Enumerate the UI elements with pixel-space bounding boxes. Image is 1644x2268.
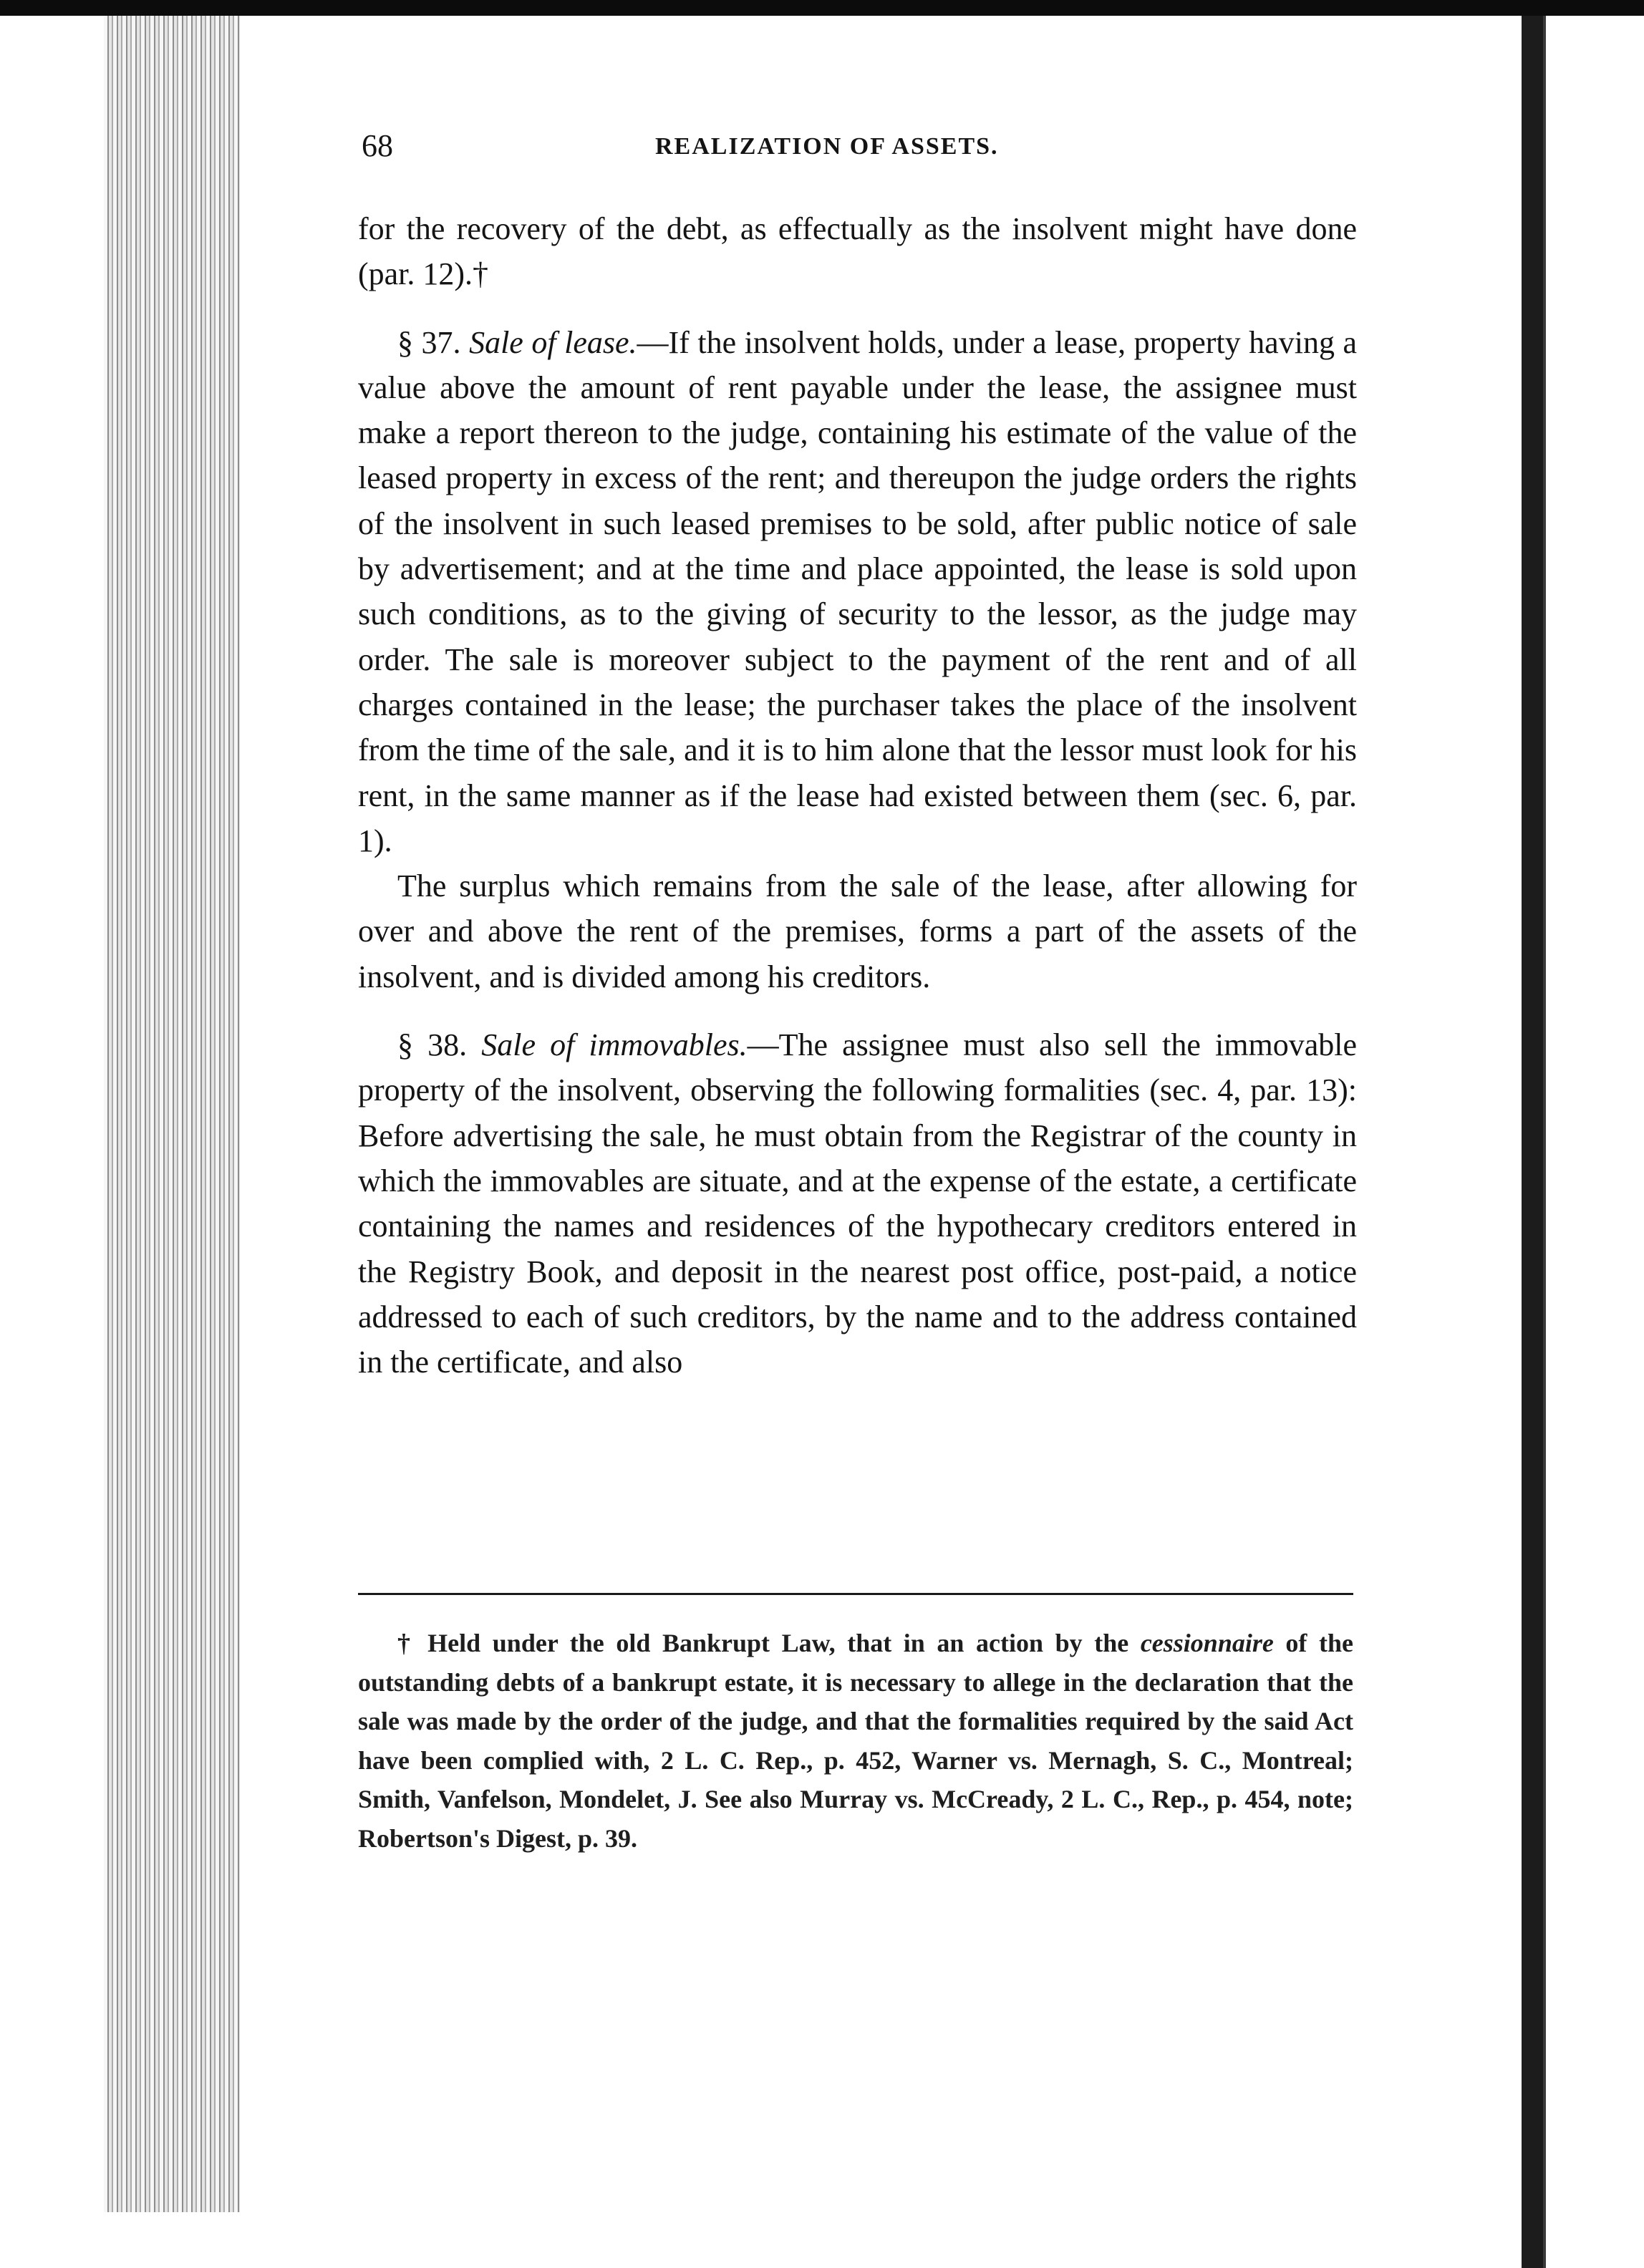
scan-margin-left (0, 0, 106, 2268)
paragraph-surplus: The surplus which remains from the sale of the lease, after allowing for over and above the rent of the premises, forms a part of the assets of the insolvent, and is divided among his creditors. (358, 868, 1357, 994)
section-title: Sale of lease. (469, 324, 637, 360)
footnote-text-part: of the outstanding debts of a bankrupt estate, it is necessary to allege in the declaration that the sale was made by the order of the judge, and that the formalities required by the said Act have been complied with, 2 L. C. Rep., p. 452, Warner vs. Mernagh, S. C., Montreal; Smith, Vanfelson, Mondelet, J. See also Murray vs. McCready, 2 L. C., Rep., p. 454, note; Robertson's Digest, p. 39. (358, 1629, 1353, 1853)
section-text: —If the insolvent holds, under a lease, property having a value above the amount of rent payable under the lease, the assignee must make a report thereon to the judge, containing his estimate of the value of the leased property in excess of the rent; and thereupon the judge orders the rights of the insolvent in such leased premises to be sold, after public notice of sale by advertisement; and at the time and place appointed, the lease is sold upon such conditions, as to the giving of security to the lessor, as the judge may order. The sale is moreover subject to the payment of the rent and of all charges contained in the lease; the purchaser takes the place of the insolvent from the time of the sale, and it is to him alone that the lessor must look for his rent, in the same manner as if the lease had existed between them (sec. 6, par. 1). (358, 324, 1357, 858)
footnote-italic-term: cessionnaire (1140, 1629, 1274, 1657)
page-header (362, 127, 1350, 178)
footnote-text (358, 1624, 1353, 1858)
paragraph-continued: for the recovery of the debt, as effectually as the insolvent might have done (par. 12).† (358, 211, 1357, 292)
scan-margin-bottom (240, 2212, 1522, 2268)
section-title: Sale of immovables. (481, 1027, 748, 1063)
running-head: REALIZATION OF ASSETS. (655, 133, 999, 160)
paragraph-section-38 (358, 1022, 1357, 1385)
footnote (358, 1624, 1353, 1858)
footnote-divider (358, 1593, 1353, 1595)
book-page-edges (104, 0, 243, 2212)
gutter-shadow (1522, 16, 1543, 2268)
section-text: —The assignee must also sell the immovable property of the insolvent, observing the following formalities (sec. 4, par. 13): Before advertising the sale, he must obtain from the Registrar of the county in which the immovables are situate, and at the expense of the estate, a certificate containing the names and residences of the hypothecary creditors entered in the Registry Book, and deposit in the nearest post office, post-paid, a notice addressed to each of such creditors, by the name and to the address contained in the certificate, and also (358, 1027, 1357, 1380)
section-number: § 37. (397, 324, 461, 360)
paragraph-section-37 (358, 320, 1357, 864)
scan-border-top (0, 0, 1644, 16)
section-number: § 38. (397, 1027, 468, 1063)
facing-page-edge (1543, 16, 1644, 2268)
footnote-text-part: † Held under the old Bankrupt Law, that in an action by the (397, 1629, 1141, 1657)
body-text (358, 206, 1357, 1385)
page-number: 68 (362, 128, 393, 163)
